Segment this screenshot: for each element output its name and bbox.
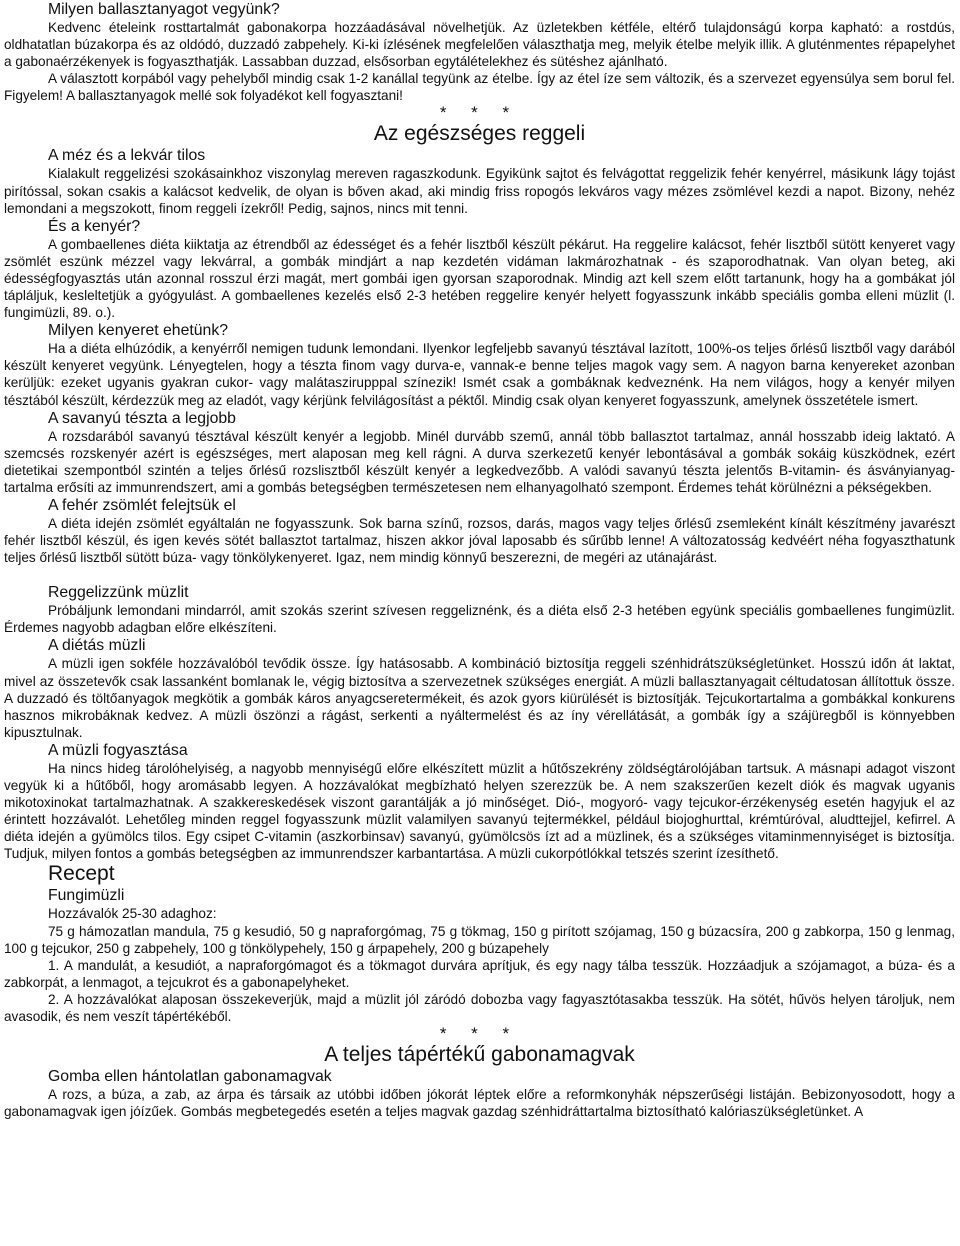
ingredients-list: 75 g hámozatlan mandula, 75 g kesudió, 50 g napraforgómag, 75 g tökmag, 150 g pirított szójamag, 150 g búzacsíra, 200 g zabkorpa, 150 g lenmag, 100 g tejcukor, 250 g zabpehely, 100 g tönkölypehely, 150 g árpapehely, 200 g búzapehely bbox=[4, 923, 955, 956]
recipe-step: 2. A hozzávalókat alaposan összekeverjük, majd a müzlit jól záródó dobozba vagy fagyasztótasakba tesszük. Ha sötét, hűvös helyen tároljuk, nem avasodik, és nem veszít tápértékéből. bbox=[4, 991, 955, 1025]
recipe-heading: Recept bbox=[48, 862, 115, 886]
section-heading: A diétás müzli bbox=[48, 637, 146, 655]
section-heading: A müzli fogyasztása bbox=[48, 741, 188, 759]
section-heading: A savanyú tészta a legjobb bbox=[48, 409, 236, 427]
paragraph: Ha a diéta elhúzódik, a kenyérről nemigen tudunk lemondani. Ilyenkor legfeljebb savanyú tésztával lazított, 100%-os teljes őrlésű lisztből vagy darából készült kenyeret vegyünk. Lényegtelen, hogy a tészta finom vagy durva-e, vannak-e benne teljes magok vagy sem. A nagyon barna kenyereket azonban kerüljük: ezeket ugyanis gyakran cukor- vagy malátaszirupppal színezik! Ismét csak a gombáknak kedveznénk. Ha nem világos, hogy a kenyér milyen tésztából készült, kérdezzük meg az eladót, vagy kérjünk felvilágosítást a péktől. Mindig csak olyan kenyeret fogyasszunk, amelynek összetétele ismert. bbox=[4, 341, 955, 408]
paragraph: A diéta idején zsömlét egyáltalán ne fogyasszunk. Sok barna színű, rozsos, darás, magos vagy teljes őrlésű zsemleként kínált készítmény javarészt fehér lisztből készül, és igen kevés sötét ballasztot tartalmaz, hiszen akkor jóval laposabb és sűrűbb lenne! A változatosság kedvéért néha fogyaszthatunk teljes őrlésű lisztből sütött búza- vagy tönkölykenyeret. Igaz, nem mindig könnyű beszerezni, de megéri az utánajárást. bbox=[4, 515, 955, 566]
section-heading: A méz és a lekvár tilos bbox=[48, 147, 206, 165]
recipe-title: Fungimüzli bbox=[48, 887, 125, 905]
section-divider: * * * bbox=[439, 103, 520, 123]
paragraph: A gombaellenes diéta kiiktatja az étrendből az édességet és a fehér lisztből készült pékárut. Ha reggelire kalácsot, fehér lisztből sütött kenyeret vagy zsömlét eszünk mézzel vagy lekvárral, a gombák mindjárt a nap kezdetén vidáman lakmározhatnak - és szaporodhatnak. Van olyan beteg, aki édességfogyasztás után azonnal rosszul érzi magát, mert gombái igen gyorsan szaporodnak. Mindig azt kell szem előtt tartanunk, hogy ha a gombákat jól tápláljuk, kesleltetjük a gyógyulást. A gombaellenes kezelés első 2-3 hetében reggelire kenyér helyett fogyasszunk inkább speciális gomba elleni müzlit (l. fungimüzli, 89. o.). bbox=[4, 236, 955, 321]
paragraph: Kialakult reggelizési szokásainkhoz viszonylag mereven ragaszkodunk. Egyikünk sajtot és felvágottat reggelizik fehér kenyérrel, másikunk lágy tojást pirítóssal, sokan csakis a kalácsot kedvelik, de olyan is bőven akad, aki mindig friss ropogós lekváros vagy mézes zsömlével kezdi a napot. Bizony, nehéz lemondani a megszokott, finom reggeli ízekről! Pedig, sajnos, nincs mit tenni. bbox=[4, 166, 955, 216]
section-heading: Reggelizzünk müzlit bbox=[48, 584, 189, 602]
section-divider: * * * bbox=[439, 1024, 520, 1044]
chapter-title: Az egészséges reggeli bbox=[373, 122, 586, 146]
paragraph: Ha nincs hideg tárolóhelyiség, a nagyobb mennyiségű előre elkészített müzlit a hűtőszekrény zöldségtárolójában tartsuk. A másnapi adagot viszont vegyük ki a hűtőből, hogy aromásabb legyen. A hozzávalókat megbízható helyen szerezzük be. A nem szakszerűen kezelt diók és magvak ugyanis mikotoxinokat tartalmazhatnak. A szakkereskedések viszont garantálják a jó minőséget. Dió-, mogyoró- vagy tejcukor-érzékenység esetén hagyjuk el az érintett hozzávalót. Lehetőleg minden reggel fogyasszunk müzlit valamilyen savanyú tejtermékkel, például biojoghurttal, krémtúróval, aludttejjel, kefirrel. A diéta idején a gyümölcs tilos. Egy csipet C-vitamin (aszkorbinsav) savanyú, gyümölcsös ízt ad a müzlinek, és a szükséges vitaminmennyiséget is biztosítja. Tudjuk, milyen fontos a gombás betegségben az immunrendszer karbantartása. A müzli cukorpótlókkal tetszés szerint ízesíthető. bbox=[4, 760, 955, 862]
paragraph: A müzli igen sokféle hozzávalóból tevődik össze. Így hatásosabb. A kombináció biztosítja reggeli szénhidrátszükségletünket. Hosszú időn át laktat, mivel az összetevők csak lassanként bomlanak le, végig biztosítva a szervezetnek szükséges energiát. A müzli ballasztanyagait céltudatosan állítottuk össze. A duzzadó és töltőanyagok megkötik a gombák káros anyagcseretermékeit, és azok gyors kiürülését is biztosítják. Tejcukortartalma a gombákkal konkurens hasznos mikrobáknak kedvez. A müzli öszönzi a rágást, serkenti a nyáltermelést és az íny vérellátását, a gombák így a szájüregből is könnyebben kipusztulnak. bbox=[4, 656, 955, 740]
blank-line bbox=[4, 566, 955, 583]
paragraph: Próbáljunk lemondani mindarról, amit szokás szerint szívesen reggeliznénk, és a diéta első 2-3 hetében együnk speciális gombaellenes fungimüzlit. Érdemes nagyobb adagban előre elkészíteni. bbox=[4, 603, 955, 636]
recipe-step: 1. A mandulát, a kesudiót, a napraforgómagot és a tökmagot durvára aprítjuk, és egy nagy tálba tesszük. Hozzáadjuk a szójamagot, a búza- és a zabkorpát, a lenmagot, a tejcukrot és a gabonapelyheket. bbox=[4, 957, 955, 990]
ingredients-label: Hozzávalók 25-30 adaghoz: bbox=[48, 906, 217, 922]
paragraph: A rozsdarából savanyú tésztával készült kenyér a legjobb. Minél durvább szemű, annál több ballasztot tartalmaz, annál hosszabb ideig laktató. A szemcsés rozskenyér azért is egészséges, mert alaposan meg kell rágni. A durva szerkezetű kenyér lebontásával a gombák sokáig küszködnek, ezért dietetikai szempontból szintén a teljes őrlésű rozslisztből készült kenyér a legkedvezőbb. A valódi savanyú tészta jelentős B-vitamin- és ásványianyag-tartalma erősíti az immunrendszert, ami a gombás betegségben természetesen nem elhanyagolható szempont. Érdemes tehát körülnézni a pékségekben. bbox=[4, 428, 955, 495]
paragraph: A választott korpából vagy pehelyből mindig csak 1-2 kanállal tegyünk az ételbe. Így az étel íze sem változik, és a szervezet egyensúlya sem borul fel. Figyelem! A ballasztanyagok mellé sok folyadékot kell fogyasztani! bbox=[4, 71, 955, 104]
paragraph: Kedvenc ételeink rosttartalmát gabonakorpa hozzáadásával növelhetjük. Az üzletekben kétféle, eltérő tulajdonságú korpa kapható: a rostdús, oldhatatlan búzakorpa és az oldódó, duzzadó zabpehely. Ki-ki ízlésének megfelelően választhatja meg, melyik ételbe melyik illik. A gluténmentes répapelyhet a gabonaérzékenyek is fogyaszthatják. Lassabban duzzad, elsősorban egytálételekhez és sütéshez ajánlható. bbox=[4, 20, 955, 70]
section-heading: És a kenyér? bbox=[48, 217, 141, 235]
chapter-title: A teljes tápértékű gabonamagvak bbox=[324, 1043, 635, 1067]
section-heading: Gomba ellen hántolatlan gabonamagvak bbox=[48, 1068, 332, 1086]
section-heading: A fehér zsömlét felejtsük el bbox=[48, 496, 236, 514]
section-heading: Milyen kenyeret ehetünk? bbox=[48, 322, 229, 340]
paragraph: A rozs, a búza, a zab, az árpa és társaik az utóbbi időben jókorát léptek előre a reformkonyhák népszerűségi listáján. Bebizonyosodott, hogy a gabonamagvak igen jóízűek. Gombás megbetegedés esetén a teljes magvak gazdag szénhidráttartalma biztosítható kalóriaszükségletünket. A bbox=[4, 1087, 955, 1120]
section-heading: Milyen ballasztanyagot vegyünk? bbox=[48, 1, 280, 18]
